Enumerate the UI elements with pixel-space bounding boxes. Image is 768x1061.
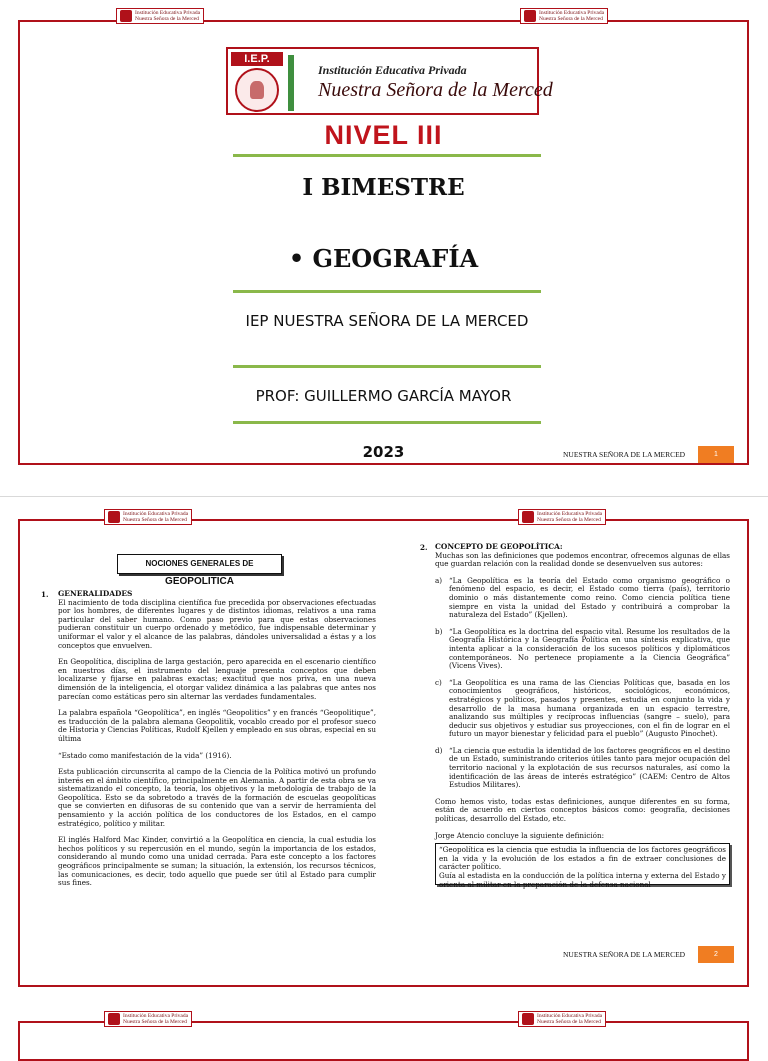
paragraph: La palabra española “Geopolítica”, en inglés “Geopolitics” y en francés “Geopolitique”, es traducción de la palabra alemana Geopolitik, vocablo creado por el profesor sueco de Historia y Ciencias Políticas, Rudolf Kjellen y empleado en sus obras, especial en su última (58, 708, 376, 743)
definition-item (435, 679, 730, 739)
section-title-big: GEOPOLITICA (165, 576, 234, 587)
content-page (18, 511, 749, 987)
section-title (117, 554, 282, 587)
header-logo-left (116, 8, 204, 24)
header-logo-line1: Institución Educativa Privada (123, 1013, 189, 1019)
header-logo-left (104, 1011, 192, 1027)
crest-icon (108, 511, 120, 523)
header-logo-line2: Nuestra Señora de la Merced (135, 16, 199, 22)
footer-text: NUESTRA SEÑORA DE LA MERCED (563, 450, 686, 459)
course-title: • GEOGRAFÍA (288, 244, 479, 273)
paragraph: En Geopolítica, disciplina de larga gestación, pero aparecida en el escenario científico en nuestros días, el instrumento del lenguaje presenta conceptos que deben localizarse y fijarse en palabras exactas; exactitud que nos priva, en una nueva dimensión de la inteligencia, el otorgar validez dinámica a las palabras que antes nos parecían como estáticas pero sin alternar las verdades fundamentales. (58, 657, 376, 701)
header-logo-right (518, 509, 606, 525)
term-title: I BIMESTRE (302, 174, 465, 201)
crest-icon (120, 10, 132, 22)
definition-text: “La Geopolítica es una rama de las Ciencias Políticas que, basada en los conocimientos geográficos, históricos, sociológicos, económicos, estratégicos y políticos, pasados y presentes, estudia en conjunto la vida y desarrollo de la masa humana organizada en un espacio terrestre, analizando sus múltiples y recíprocas influencias (sangre – suelo), para deducir sus objetivos y estudiar sus proyecciones, con el fin de lograr en el futuro un mayor bienestar y felicidad para el pueblo” (Augusto Pinochet). (449, 677, 730, 739)
header-logo-line2: Nuestra Señora de la Merced (537, 517, 601, 523)
section-title-small: NOCIONES GENERALES DE (145, 559, 254, 568)
school-seal-icon (235, 68, 279, 112)
logo-divider (288, 55, 294, 111)
green-divider (233, 290, 541, 293)
left-column (58, 590, 376, 896)
quote-text: Guía al estadista en la conducción de la política interna y externa del Estado y orienta al militar en la preparación de la defensa nacional (439, 871, 726, 889)
paragraph: Muchas son las definiciones que podemos encontrar, ofrecemos algunas de ellas que guardan relación con la realidad donde se desenvuelven sus autores: (435, 550, 730, 569)
header-logo-left (104, 509, 192, 525)
crest-icon (524, 10, 536, 22)
green-divider (233, 365, 541, 368)
logo-acronym: I.E.P. (231, 52, 283, 66)
crest-icon (522, 1013, 534, 1025)
paragraph: Como hemos visto, todas estas definiciones, aunque diferentes en su forma, están de acuerdo en ciertos conceptos básicos como: geografía, decisiones políticas, desarrollo del Estado, etc. (435, 796, 730, 824)
definition-marker: b) (435, 626, 443, 636)
green-divider (233, 154, 541, 157)
course-name: GEOGRAFÍA (312, 244, 479, 273)
logo-line2: Nuestra Señora de la Merced (318, 79, 553, 101)
section-heading: GENERALIDADES (58, 589, 133, 598)
header-logo-line1: Institución Educativa Privada (135, 10, 201, 16)
paragraph: Jorge Atencio concluye la siguiente definición: (435, 830, 605, 840)
definition-marker: c) (435, 677, 442, 687)
logo-line1: Institución Educativa Privada (318, 63, 467, 77)
section-heading: CONCEPTO DE GEOPOLÍTICA: (435, 542, 563, 551)
paragraph: “Estado como manifestación de la vida” (1916). (58, 750, 232, 760)
paragraph: El nacimiento de toda disciplina científica fue precedida por observaciones efectuadas por los hombres, de diferentes lugares y de distintos idiomas, relativos a una rama particular del saber humano. Como paso previo para que estas observaciones pudieran constituir un cuerpo ordenado y metódico, fue indispensable determinar y uniformar el valor y el alcance de las palabras, dándoles universalidad a éstas y a los conceptos que envuelven. (58, 597, 376, 650)
paragraph: Esta publicación circunscrita al campo de la Ciencia de la Política motivó un profundo interés en el ámbito científico, principalmente en Alemania. A partir de esta obra se va sistematizando el concepto, la teoría, los objetivos y la metodología de trabajo de la Geopolítica. Esto se da sobretodo a través de la formación de escuelas geopolíticas que se convierten en difusoras de su contenido que van a servir de herramienta del pensamiento y la acción política de los conductores de los Estados, en el campo estratégico, político y militar. (58, 767, 376, 828)
cover-page (18, 10, 749, 465)
school-year: 2023 (362, 443, 405, 461)
definition-text: “La Geopolítica es la doctrina del espacio vital. Resume los resultados de la Geografía Histórica y la Geografía Política en una síntesis explicativa, que intenta aplicar a la consideración de los sucesos políticos y diplomáticos contemporáneos. No pertenece propiamente a la Ciencia Geográfica” (Vicens Vives). (449, 626, 730, 671)
paragraph: El inglés Halford Mac Kinder, convirtió a la Geopolítica en ciencia, la cual estudia los hechos políticos y su repercusión en el mundo, según la importancia de los estados, considerando al mundo como una unidad cerrada. Para este concepto a los factores geográficos principalmente se suman; la situación, la extensión, los recursos técnicos, las comunicaciones, es decir, todo aquello que puede ser útil al Estado para cumplir sus fines. (58, 835, 376, 888)
definition-item (435, 747, 730, 790)
header-logo-line1: Institución Educativa Privada (537, 511, 603, 517)
right-column (435, 542, 730, 889)
definition-item (435, 577, 730, 620)
next-page (18, 1013, 749, 1061)
footer-text: NUESTRA SEÑORA DE LA MERCED (563, 950, 686, 959)
header-logo-line2: Nuestra Señora de la Merced (123, 1019, 187, 1025)
section-number: 2. (420, 543, 428, 552)
definition-marker: a) (435, 575, 443, 585)
quote-text: “Geopolítica es la ciencia que estudia la influencia de los factores geográficos en la vida y la evolución de los estados a fin de extraer conclusiones de carácter político. (439, 845, 726, 872)
definition-marker: d) (435, 745, 443, 755)
green-divider (233, 421, 541, 424)
section-number: 1. (41, 590, 49, 599)
header-logo-line1: Institución Educativa Privada (537, 1013, 603, 1019)
page-number: 1 (698, 446, 734, 463)
crest-icon (522, 511, 534, 523)
header-logo-right (518, 1011, 606, 1027)
definition-item (435, 628, 730, 671)
definition-text: “La ciencia que estudia la identidad de los factores geográficos en el destino de un Estado, suministrando criterios útiles tanto para mejor ocupación del territorio nacional y la explotación de sus recursos naturales, así como la identificación de las áreas de interés estratégico” (CAEM: Centro de Altos Estudios Militares). (449, 745, 730, 790)
header-logo-line2: Nuestra Señora de la Merced (539, 16, 603, 22)
header-logo-right (520, 8, 608, 24)
school-logo (226, 47, 553, 115)
teacher-name: PROF: GUILLERMO GARCÍA MAYOR (255, 387, 512, 405)
header-logo-line2: Nuestra Señora de la Merced (123, 517, 187, 523)
definition-text: “La Geopolítica es la teoría del Estado como organismo geográfico o fenómeno del espacio, es decir, el Estado como tierra (país), territorio dominio o más distantemente como reino. Como ciencia política tiene siempre en vista la unidad del Estado y contribuirá a comprobar la naturaleza del Estado” (Kjellen). (449, 575, 730, 620)
header-logo-line1: Institución Educativa Privada (123, 511, 189, 517)
header-logo-line1: Institución Educativa Privada (539, 10, 605, 16)
page-number: 2 (698, 946, 734, 963)
definition-quote-box (435, 843, 730, 889)
school-name: IEP NUESTRA SEÑORA DE LA MERCED (245, 312, 529, 330)
level-title: NIVEL III (324, 120, 443, 150)
header-logo-line2: Nuestra Señora de la Merced (537, 1019, 601, 1025)
crest-icon (108, 1013, 120, 1025)
